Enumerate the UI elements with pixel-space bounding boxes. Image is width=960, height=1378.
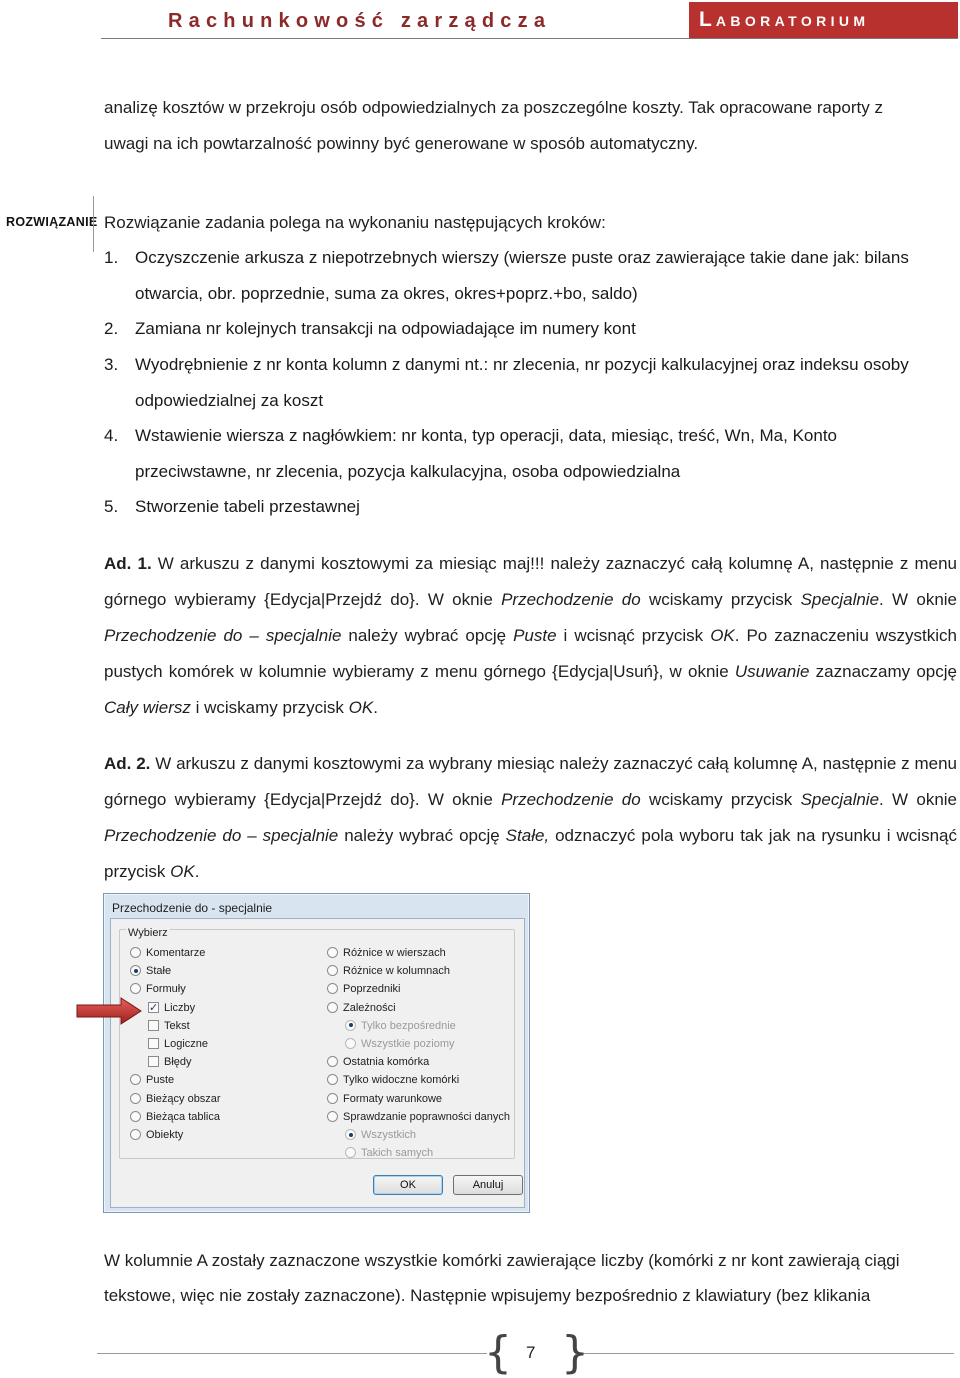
radio-icon: [327, 983, 338, 994]
text-run: W arkuszu z danymi kosztowymi za miesiąc maj!!! należy zaznaczyć całą kolumnę A, następnie z menu górnego wybieramy {Edycja|Przejdź do}. W oknie: [104, 554, 957, 609]
option-label: Tylko bezpośrednie: [361, 1019, 456, 1032]
radio-icon: [327, 965, 338, 976]
step-3-line-1: Wyodrębnienie z nr konta kolumn z danymi nt.: nr zlecenia, nr pozycji kalkulacyjnej oraz indeksu osoby: [135, 355, 909, 374]
footer-rule-right: [575, 1353, 954, 1354]
option-label: Bieżący obszar: [146, 1092, 221, 1105]
radio-icon: [327, 1074, 338, 1085]
radio-icon: [327, 947, 338, 958]
step-1-line-1: Oczyszczenie arkusza z niepotrzebnych wierszy (wiersze puste oraz zawierające takie dane jak: bilans: [135, 248, 909, 267]
text-run: . W oknie: [879, 790, 957, 809]
go-to-special-dialog: [103, 893, 530, 1213]
radio-icon: [327, 1056, 338, 1067]
checkbox-icon: [148, 1038, 159, 1049]
radio-icon: [327, 1111, 338, 1122]
option-label: Błędy: [164, 1056, 192, 1069]
left-brace-icon: {: [484, 1327, 512, 1378]
option-label: Różnice w kolumnach: [343, 965, 450, 978]
step-2-line-1: Zamiana nr kolejnych transakcji na odpowiadające im numery kont: [135, 319, 636, 338]
right-brace-icon: }: [561, 1327, 589, 1378]
group-label: Wybierz: [128, 927, 168, 939]
option-label: Formuły: [146, 983, 186, 996]
step-5-line-1: Stworzenie tabeli przestawnej: [135, 497, 360, 516]
option-label: Liczby: [164, 1001, 196, 1014]
cancel-button[interactable]: Anuluj: [453, 1175, 523, 1195]
option-label: Obiekty: [146, 1129, 184, 1141]
option-label: Tekst: [164, 1019, 190, 1032]
step-number: 1.: [104, 248, 119, 267]
checkbox-icon: [148, 1002, 159, 1013]
step-1-line-2: otwarcia, obr. poprzednie, suma za okres, okres+poprz.+bo, saldo): [135, 284, 638, 303]
option-label: Ostatnia komórka: [343, 1056, 430, 1069]
text-run: odznaczyć pola wyboru tak jak na rysunku i wcisnąć przycisk: [104, 826, 957, 881]
italic-run: OK: [170, 862, 195, 881]
italic-run: Przechodzenie do – specjalnie: [104, 826, 339, 845]
step-4-line-2: przeciwstawne, nr zlecenia, pozycja kalkulacyjna, osoba odpowiedzialna: [135, 462, 681, 481]
outro-line-2: tekstowe, więc nie zostały zaznaczone). Następnie wpisujemy bezpośrednio z klawiatury (bez klikania: [104, 1286, 871, 1305]
radio-icon: [130, 965, 141, 976]
step-number: 2.: [104, 319, 119, 338]
ad1-label: Ad. 1.: [104, 554, 152, 573]
text-run: i wciskamy przycisk: [190, 698, 349, 717]
option-label: Różnice w wierszach: [343, 947, 446, 959]
italic-run: Stałe,: [505, 826, 550, 845]
option-label: Zależności: [343, 1001, 396, 1014]
text-run: .: [194, 862, 200, 881]
text-run: wciskamy przycisk: [640, 590, 801, 609]
text-run: i wcisnąć przycisk: [556, 626, 711, 645]
radio-icon: [130, 983, 141, 994]
italic-run: Specjalnie: [800, 790, 880, 809]
text-run: . Po zaznaczeniu wszystkich pustych komórek w kolumnie wybieramy z menu górnego {Edycja|Usuń}, w oknie: [104, 626, 957, 681]
option-label: Wszystkie poziomy: [361, 1038, 455, 1050]
italic-run: Przechodzenie do – specjalnie: [104, 626, 342, 645]
red-arrow-icon: [75, 997, 143, 1025]
step-3-line-2: odpowiedzialnej za koszt: [135, 391, 324, 410]
footer-rule-left: [97, 1353, 487, 1354]
radio-icon: [345, 1038, 356, 1049]
step-4-line-1: Wstawienie wiersza z nagłówkiem: nr konta, typ operacji, data, miesiąc, treść, Wn, Ma, Konto: [135, 426, 837, 445]
italic-run: Cały wiersz: [104, 698, 191, 717]
ad2-label: Ad. 2.: [104, 754, 151, 773]
option-label: Poprzedniki: [343, 983, 401, 996]
text-run: W arkuszu z danymi kosztowymi za wybrany miesiąc należy zaznaczyć całą kolumnę A, następnie z menu górnego wybieramy {Edycja|Przejdź do}. W oknie: [104, 754, 957, 809]
intro-line-2: uwagi na ich powtarzalność powinny być generowane w sposób automatyczny.: [104, 134, 699, 153]
dialog-body: [110, 918, 525, 1208]
option-label: Takich samych: [361, 1147, 434, 1160]
italic-run: Specjalnie: [800, 590, 880, 609]
italic-run: OK: [710, 626, 735, 645]
option-label: Formaty warunkowe: [343, 1092, 443, 1105]
radio-icon: [130, 1111, 141, 1122]
running-header-title: Rachunkowość zarządcza: [168, 10, 552, 32]
margin-divider: [93, 196, 94, 252]
italic-run: Przechodzenie do: [501, 790, 641, 809]
text-run: należy wybrać opcję: [341, 626, 514, 645]
radio-icon: [345, 1129, 356, 1140]
page-number: 7: [526, 1343, 536, 1362]
option-label: Wszystkich: [361, 1129, 416, 1141]
radio-icon: [130, 1074, 141, 1085]
text-run: należy wybrać opcję: [338, 826, 506, 845]
radio-icon: [327, 1002, 338, 1013]
step-number: 4.: [104, 426, 119, 445]
outro-line-1: W kolumnie A zostały zaznaczone wszystkie komórki zawierające liczby (komórki z nr kont zawierają ciągi: [104, 1251, 900, 1270]
option-label: Logiczne: [164, 1038, 209, 1050]
running-header-section: [689, 2, 958, 38]
option-label: Puste: [146, 1074, 175, 1087]
italic-run: Puste: [513, 626, 557, 645]
italic-run: Przechodzenie do: [501, 590, 641, 609]
option-label: Bieżąca tablica: [146, 1110, 220, 1123]
text-run: . W oknie: [879, 590, 957, 609]
option-label: Stałe: [146, 965, 172, 978]
ok-button[interactable]: OK: [373, 1175, 443, 1195]
italic-run: Usuwanie: [734, 662, 810, 681]
option-label: Komentarze: [146, 947, 206, 959]
text-run: wciskamy przycisk: [640, 790, 801, 809]
section-initial: L: [699, 8, 716, 31]
option-label: Tylko widoczne komórki: [343, 1074, 460, 1087]
text-run: .: [373, 698, 378, 717]
ad2-paragraph: [104, 746, 957, 890]
header-rule: [101, 38, 958, 39]
select-group: [119, 929, 515, 1159]
checkbox-icon: [148, 1056, 159, 1067]
intro-line-1: analizę kosztów w przekroju osób odpowiedzialnych za poszczególne koszty. Tak opracowane raporty z: [104, 98, 883, 117]
step-number: 5.: [104, 497, 119, 516]
radio-icon: [130, 947, 141, 958]
dialog-title: Przechodzenie do - specjalnie: [112, 901, 273, 915]
radio-icon: [345, 1147, 356, 1158]
solution-lead: Rozwiązanie zadania polega na wykonaniu następujących kroków:: [104, 213, 606, 232]
radio-icon: [345, 1020, 356, 1031]
solution-margin-label: ROZWIĄZANIE: [6, 215, 98, 229]
section-rest: ABORATORIUM: [715, 13, 870, 29]
radio-icon: [327, 1093, 338, 1104]
italic-run: OK: [348, 698, 374, 717]
ad1-paragraph: [104, 546, 957, 726]
option-label: Sprawdzanie poprawności danych: [343, 1110, 510, 1123]
text-run: zaznaczamy opcję: [809, 662, 957, 681]
step-number: 3.: [104, 355, 119, 374]
radio-icon: [130, 1129, 141, 1140]
radio-icon: [130, 1093, 141, 1104]
checkbox-icon: [148, 1020, 159, 1031]
